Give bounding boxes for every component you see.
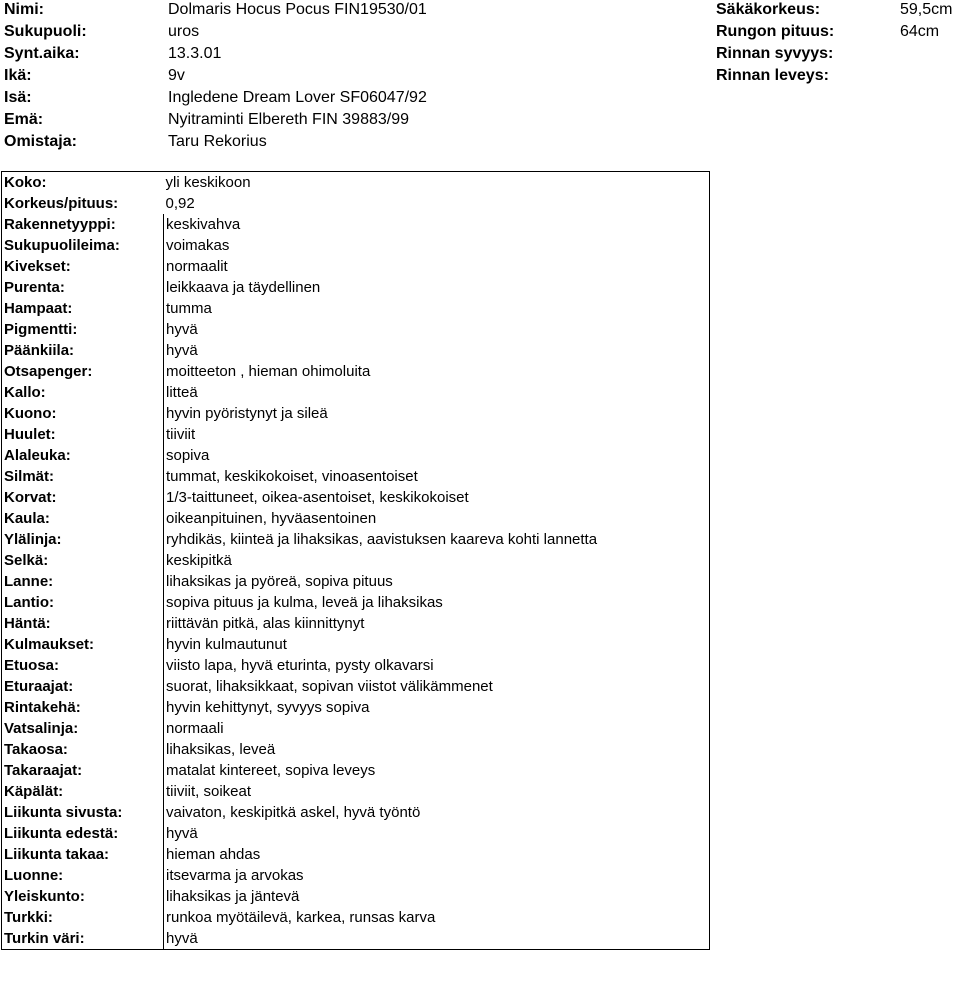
evaluation-label: Luonne:	[2, 865, 164, 886]
header-label: Isä:	[4, 89, 32, 106]
measurement-row	[0, 65, 960, 87]
evaluation-label: Kuono:	[2, 403, 164, 424]
dog-info-header	[0, 0, 960, 160]
evaluation-label: Hampaat:	[2, 298, 164, 319]
evaluation-value: keskivahva	[164, 214, 710, 235]
evaluation-label: Takaosa:	[2, 739, 164, 760]
evaluation-row	[2, 928, 710, 950]
evaluation-value: hyvin pyöristynyt ja sileä	[164, 403, 710, 424]
evaluation-label: Päänkiila:	[2, 340, 164, 361]
evaluation-row	[2, 172, 710, 194]
evaluation-value: 1/3-taittuneet, oikea-asentoiset, keskikokoiset	[164, 487, 710, 508]
evaluation-value: ryhdikäs, kiinteä ja lihaksikas, aavistuksen kaareva kohti lannetta	[164, 529, 710, 550]
evaluation-value: vaivaton, keskipitkä askel, hyvä työntö	[164, 802, 710, 823]
evaluation-value: matalat kintereet, sopiva leveys	[164, 760, 710, 781]
evaluation-row	[2, 445, 710, 466]
evaluation-label: Liikunta edestä:	[2, 823, 164, 844]
evaluation-value: tumma	[164, 298, 710, 319]
evaluation-row	[2, 235, 710, 256]
measurement-label: Rungon pituus:	[716, 23, 835, 40]
evaluation-label: Alaleuka:	[2, 445, 164, 466]
evaluation-label: Lantio:	[2, 592, 164, 613]
header-value: 9v	[168, 67, 185, 84]
measurement-row	[0, 0, 960, 21]
evaluation-value: leikkaava ja täydellinen	[164, 277, 710, 298]
measurement-row	[0, 43, 960, 65]
evaluation-value: litteä	[164, 382, 710, 403]
evaluation-label: Silmät:	[2, 466, 164, 487]
evaluation-row	[2, 193, 710, 214]
evaluation-row	[2, 382, 710, 403]
evaluation-label: Purenta:	[2, 277, 164, 298]
evaluation-value: tiiviit	[164, 424, 710, 445]
evaluation-row	[2, 823, 710, 844]
evaluation-row	[2, 466, 710, 487]
evaluation-row	[2, 718, 710, 739]
header-label: Sukupuoli:	[4, 23, 87, 40]
measurement-label: Rinnan syvyys:	[716, 45, 834, 62]
evaluation-row	[2, 676, 710, 697]
evaluation-label: Liikunta takaa:	[2, 844, 164, 865]
evaluation-row	[2, 550, 710, 571]
evaluation-row	[2, 634, 710, 655]
evaluation-label: Korvat:	[2, 487, 164, 508]
header-label: Omistaja:	[4, 133, 77, 150]
header-value: Dolmaris Hocus Pocus FIN19530/01	[168, 1, 427, 18]
header-row	[0, 109, 700, 131]
evaluation-value: riittävän pitkä, alas kiinnittynyt	[164, 613, 710, 634]
evaluation-label: Kivekset:	[2, 256, 164, 277]
evaluation-row	[2, 739, 710, 760]
header-value: 13.3.01	[168, 45, 222, 62]
header-label: Emä:	[4, 111, 44, 128]
evaluation-value: hieman ahdas	[164, 844, 710, 865]
evaluation-row	[2, 844, 710, 865]
evaluation-value: hyvä	[164, 340, 710, 361]
evaluation-row	[2, 655, 710, 676]
evaluation-row	[2, 865, 710, 886]
measurement-value: 59,5cm	[900, 1, 953, 18]
evaluation-row	[2, 886, 710, 907]
evaluation-row	[2, 760, 710, 781]
evaluation-row	[2, 802, 710, 823]
evaluation-value: viisto lapa, hyvä eturinta, pysty olkavarsi	[164, 655, 710, 676]
evaluation-row	[2, 781, 710, 802]
evaluation-value: suorat, lihaksikkaat, sopivan viistot välikämmenet	[164, 676, 710, 697]
header-row	[0, 131, 700, 153]
evaluation-row	[2, 319, 710, 340]
header-row	[0, 87, 700, 109]
header-label: Nimi:	[4, 1, 44, 18]
measurement-value: 64cm	[900, 23, 940, 40]
evaluation-value: sopiva pituus ja kulma, leveä ja lihaksikas	[164, 592, 710, 613]
evaluation-label: Otsapenger:	[2, 361, 164, 382]
evaluation-label: Takaraajat:	[2, 760, 164, 781]
measurement-row	[0, 21, 960, 43]
evaluation-table	[1, 171, 710, 950]
evaluation-label: Ylälinja:	[2, 529, 164, 550]
evaluation-value: 0,92	[164, 193, 710, 214]
evaluation-value: itsevarma ja arvokas	[164, 865, 710, 886]
evaluation-value: normaalit	[164, 256, 710, 277]
evaluation-row	[2, 508, 710, 529]
evaluation-value: hyvä	[164, 319, 710, 340]
evaluation-label: Turkki:	[2, 907, 164, 928]
evaluation-label: Rintakehä:	[2, 697, 164, 718]
evaluation-label: Pigmentti:	[2, 319, 164, 340]
evaluation-label: Etuosa:	[2, 655, 164, 676]
evaluation-label: Sukupuolileima:	[2, 235, 164, 256]
evaluation-row	[2, 907, 710, 928]
header-value: Ingledene Dream Lover SF06047/92	[168, 89, 427, 106]
evaluation-label: Kallo:	[2, 382, 164, 403]
header-value: Taru Rekorius	[168, 133, 267, 150]
evaluation-label: Rakennetyyppi:	[2, 214, 164, 235]
evaluation-value: hyvin kehittynyt, syvyys sopiva	[164, 697, 710, 718]
evaluation-row	[2, 256, 710, 277]
evaluation-value: normaali	[164, 718, 710, 739]
evaluation-label: Kaula:	[2, 508, 164, 529]
evaluation-value: keskipitkä	[164, 550, 710, 571]
measurement-label: Säkäkorkeus:	[716, 1, 821, 18]
header-label: Synt.aika:	[4, 45, 80, 62]
evaluation-label: Käpälät:	[2, 781, 164, 802]
header-value: uros	[168, 23, 200, 40]
evaluation-label: Kulmaukset:	[2, 634, 164, 655]
evaluation-label: Huulet:	[2, 424, 164, 445]
evaluation-value: lihaksikas, leveä	[164, 739, 710, 760]
evaluation-value: hyvä	[164, 823, 710, 844]
evaluation-label: Korkeus/pituus:	[2, 193, 164, 214]
evaluation-row	[2, 340, 710, 361]
header-label: Ikä:	[4, 67, 32, 84]
evaluation-label: Vatsalinja:	[2, 718, 164, 739]
evaluation-row	[2, 613, 710, 634]
evaluation-value: sopiva	[164, 445, 710, 466]
evaluation-row	[2, 298, 710, 319]
evaluation-label: Turkin väri:	[2, 928, 164, 950]
evaluation-label: Lanne:	[2, 571, 164, 592]
evaluation-value: hyvä	[164, 928, 710, 950]
evaluation-row	[2, 424, 710, 445]
evaluation-row	[2, 697, 710, 718]
evaluation-label: Koko:	[2, 172, 164, 194]
measurement-label: Rinnan leveys:	[716, 67, 829, 84]
evaluation-row	[2, 277, 710, 298]
evaluation-value: hyvin kulmautunut	[164, 634, 710, 655]
evaluation-row	[2, 361, 710, 382]
evaluation-row	[2, 592, 710, 613]
evaluation-value: moitteeton , hieman ohimoluita	[164, 361, 710, 382]
evaluation-value: yli keskikoon	[164, 172, 710, 194]
evaluation-row	[2, 529, 710, 550]
evaluation-value: tummat, keskikokoiset, vinoasentoiset	[164, 466, 710, 487]
evaluation-value: tiiviit, soikeat	[164, 781, 710, 802]
evaluation-value: voimakas	[164, 235, 710, 256]
evaluation-label: Yleiskunto:	[2, 886, 164, 907]
evaluation-value: oikeanpituinen, hyväasentoinen	[164, 508, 710, 529]
header-value: Nyitraminti Elbereth FIN 39883/99	[168, 111, 409, 128]
evaluation-value: lihaksikas ja pyöreä, sopiva pituus	[164, 571, 710, 592]
evaluation-label: Liikunta sivusta:	[2, 802, 164, 823]
evaluation-row	[2, 403, 710, 424]
evaluation-row	[2, 487, 710, 508]
evaluation-value: lihaksikas ja jäntevä	[164, 886, 710, 907]
evaluation-row	[2, 571, 710, 592]
evaluation-value: runkoa myötäilevä, karkea, runsas karva	[164, 907, 710, 928]
evaluation-label: Eturaajat:	[2, 676, 164, 697]
evaluation-label: Selkä:	[2, 550, 164, 571]
evaluation-label: Häntä:	[2, 613, 164, 634]
evaluation-row	[2, 214, 710, 235]
